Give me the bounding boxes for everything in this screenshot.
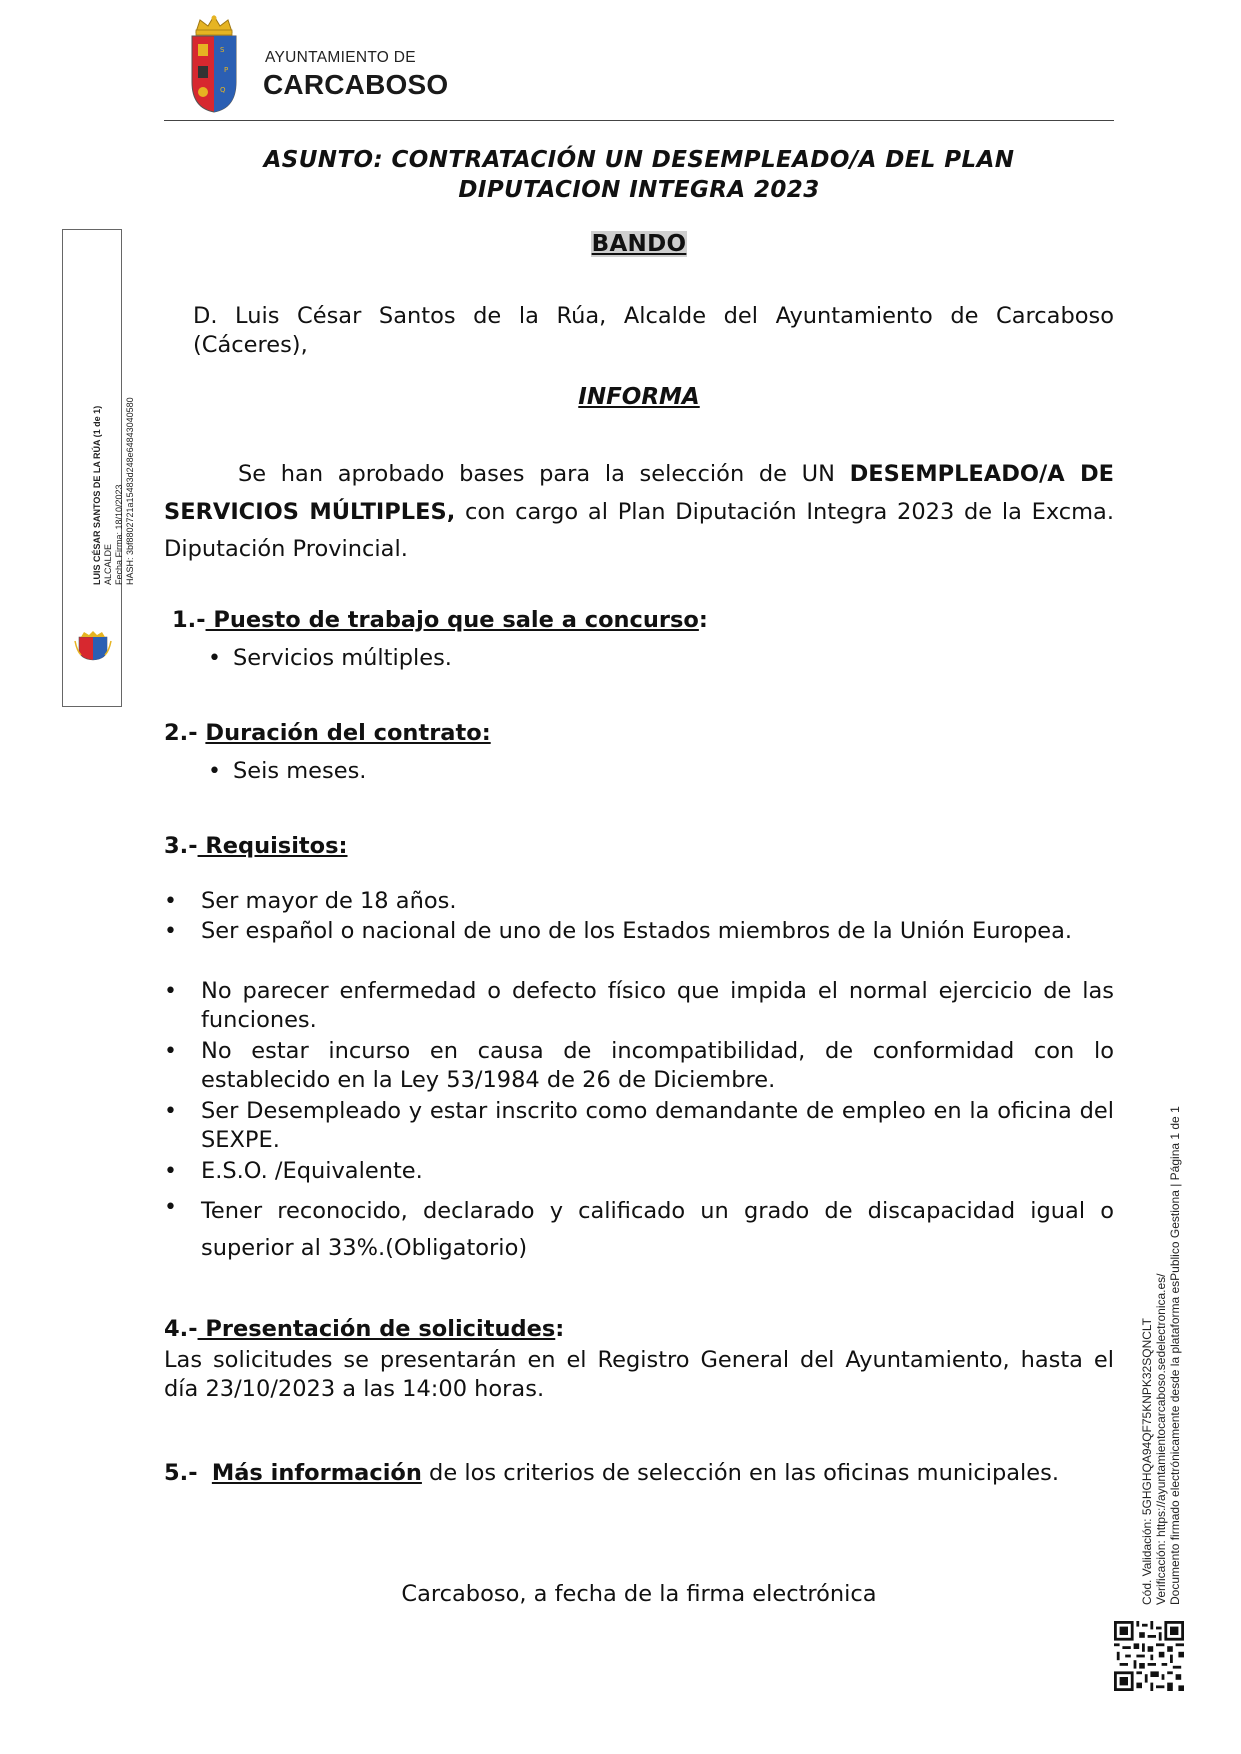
bullet-icon: • <box>164 919 177 944</box>
section-4-heading <box>164 1316 564 1342</box>
subject-title-line1: ASUNTO: CONTRATACIÓN UN DESEMPLEADO/A DEL PLAN <box>263 147 1015 173</box>
section-2-bullet-text: Seis meses. <box>233 758 367 784</box>
requirement-text: No estar incurso en causa de incompatibilidad, de conformidad con lo establecido en la Ley 53/1984 de 26 de Diciembre. <box>201 1038 1114 1093</box>
body-part2: con cargo al Plan Diputación Integra 2023 de la Excma. Diputación Provincial. <box>164 498 1114 562</box>
municipal-logo <box>162 4 449 116</box>
svg-text:P: P <box>224 66 229 74</box>
section-5-title: Más información <box>211 1460 422 1486</box>
requirement-text: Ser Desempleado y estar inscrito como demandante de empleo en la oficina del SEXPE. <box>201 1098 1114 1153</box>
section-3-heading <box>164 833 348 859</box>
validation-code: Cód. Validación: 5GHGHQA94QF75KNPK32SQNCLT <box>1140 1317 1154 1605</box>
requirement-text: Tener reconocido, declarado y calificado un grado de discapacidad igual o superior al 33%.(Obligatorio) <box>201 1198 1114 1261</box>
bullet-icon: • <box>208 759 221 784</box>
bando-label: BANDO <box>591 231 687 257</box>
coat-of-arms-icon <box>184 12 244 114</box>
bullet-icon: • <box>164 979 177 1004</box>
logo-text-line2: CARCABOSO <box>263 69 449 100</box>
body-part1: Se han aprobado bases para la selección de UN <box>238 461 850 487</box>
intro-paragraph: D. Luis César Santos de la Rúa, Alcalde del Ayuntamiento de Carcaboso (Cáceres), <box>193 303 1114 358</box>
logo-text-line1: AYUNTAMIENTO DE <box>265 49 416 66</box>
bullet-icon: • <box>164 889 177 914</box>
section-1-heading <box>172 607 708 633</box>
qr-code-icon[interactable] <box>1114 1621 1184 1691</box>
svg-text:Q: Q <box>220 86 226 94</box>
signature-details <box>92 397 136 585</box>
bando-heading <box>164 231 1114 257</box>
requirement-text: Ser mayor de 18 años. <box>201 888 457 914</box>
section-4-number: 4.- <box>164 1316 198 1342</box>
section-5-number: 5.- <box>164 1460 198 1486</box>
requirement-text: E.S.O. /Equivalente. <box>201 1158 423 1184</box>
section-2-bullet <box>208 757 366 786</box>
section-4-title: Presentación de solicitudes <box>197 1316 556 1342</box>
informa-heading: INFORMA <box>578 384 700 410</box>
signature-date: Fecha Firma: 18/10/2023 <box>114 484 124 585</box>
bullet-icon: • <box>164 1039 177 1064</box>
requirement-text: Ser español o nacional de uno de los Estados miembros de la Unión Europea. <box>201 918 1073 944</box>
section-1-number: 1.- <box>172 607 206 633</box>
signer-role: ALCALDE <box>103 543 113 585</box>
section-2-number: 2.- <box>164 720 198 746</box>
signature-hash: HASH: 3bf8802721a15483d248e6484304058​0 <box>125 397 135 585</box>
signer-name: LUIS CÉSAR SANTOS DE LA RÚA (1 de 1) <box>92 405 102 585</box>
bullet-icon: • <box>164 1159 177 1184</box>
section-2-title: Duración del contrato: <box>205 720 491 746</box>
bullet-icon: • <box>164 1195 177 1220</box>
section-4-colon: : <box>555 1316 565 1342</box>
section-1-bullet-text: Servicios múltiples. <box>233 645 452 671</box>
section-4-text: Las solicitudes se presentarán en el Registro General del Ayuntamiento, hasta el día 23/10/2023 a las 14:00 horas. <box>164 1347 1114 1402</box>
announcement-paragraph <box>164 456 1114 569</box>
bullet-icon: • <box>164 1099 177 1124</box>
section-5-text: de los criterios de selección en las oficinas municipales. <box>421 1460 1059 1486</box>
section-3-number: 3.- <box>164 833 198 859</box>
stamp-coat-of-arms-icon <box>73 631 113 661</box>
section-1-bullet <box>208 644 452 673</box>
subject-title-line2: DIPUTACION INTEGRA 2023 <box>458 177 820 203</box>
section-2-heading <box>164 720 491 746</box>
signature-stamp <box>62 229 135 707</box>
requirement-text: No parecer enfermedad o defecto físico que impida el normal ejercicio de las funciones. <box>201 978 1114 1033</box>
platform-note: Documento firmado electrónicamente desde la plataforma esPublico Gestiona | Página 1 de 1 <box>1168 1106 1182 1605</box>
body-bold: DESEMPLEADO/A DE SERVICIOS MÚLTIPLES, <box>164 461 1115 525</box>
svg-text:S: S <box>220 46 225 54</box>
verification-url[interactable]: Verificación: https://ayuntamientocarcaboso.sedelectronica.es/ <box>1154 1273 1168 1605</box>
section-1-colon: : <box>698 607 708 633</box>
header-divider <box>164 120 1114 121</box>
section-3-title: Requisitos: <box>197 833 348 859</box>
section-5-paragraph <box>164 1459 1114 1488</box>
section-1-title: Puesto de trabajo que sale a concurso <box>205 607 699 633</box>
bullet-icon: • <box>208 646 221 671</box>
closing-line: Carcaboso, a fecha de la firma electrónica <box>401 1581 877 1607</box>
verification-block <box>1140 1106 1182 1605</box>
